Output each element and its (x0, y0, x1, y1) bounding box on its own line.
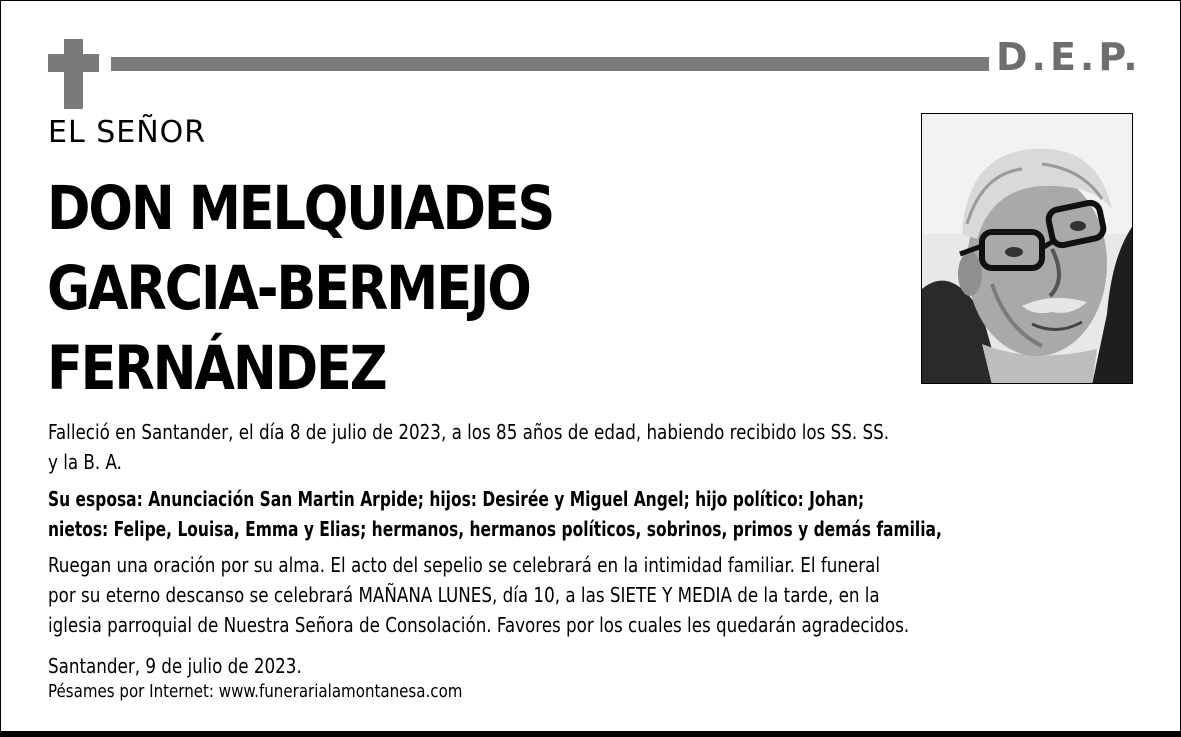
death-line-2: y la B. A. (48, 450, 122, 474)
family-line-1: Su esposa: Anunciación San Martin Arpide; hijos: Desirée y Miguel Angel; hijo político: Johan; (48, 487, 865, 511)
header-rule (111, 57, 989, 71)
deceased-name (47, 169, 553, 409)
death-paragraph (48, 417, 889, 477)
family-line-2: nietos: Felipe, Louisa, Emma y Elias; hermanos, hermanos políticos, sobrinos, primos y demás familia, (48, 517, 942, 541)
request-line-3: iglesia parroquial de Nuestra Señora de Consolación. Favores por los cuales les quedarán agradecidos. (48, 613, 910, 637)
request-line-2: por su eterno descanso se celebrará MAÑANA LUNES, día 10, a las SIETE Y MEDIA de la tarde, en la (48, 583, 880, 607)
dep-label: D.E.P. (996, 35, 1142, 79)
family-paragraph (48, 484, 942, 544)
portrait-illustration (922, 114, 1133, 384)
cross-icon-bar (48, 54, 99, 72)
request-line-1: Ruegan una oración por su alma. El acto del sepelio se celebrará en la intimidad familiar. El funeral (48, 553, 881, 577)
intro-label: EL SEÑOR (48, 115, 207, 150)
condolences-line: Pésames por Internet: www.funerarialamontanesa.com (48, 681, 463, 702)
portrait-photo (921, 113, 1133, 384)
name-line-1: DON MELQUIADES (47, 173, 554, 244)
cross-icon (64, 39, 83, 109)
name-line-3: FERNÁNDEZ (47, 333, 386, 404)
death-line-1: Falleció en Santander, el día 8 de julio de 2023, a los 85 años de edad, habiendo recibido los SS. SS. (48, 420, 890, 444)
request-paragraph (48, 550, 909, 640)
name-line-2: GARCIA-BERMEJO (47, 253, 530, 324)
place-date: Santander, 9 de julio de 2023. (48, 654, 302, 678)
